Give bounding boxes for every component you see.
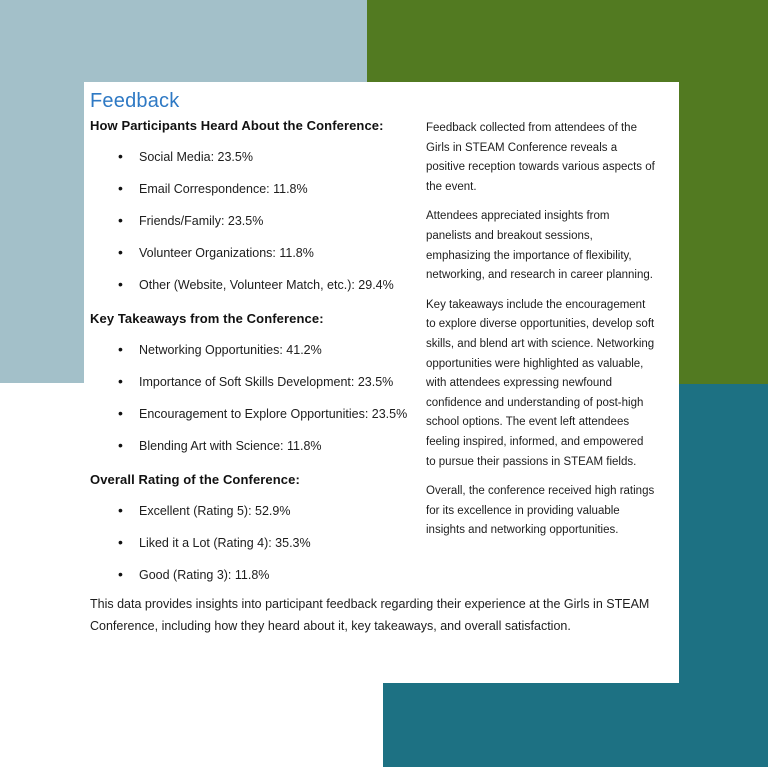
feedback-card: [84, 82, 679, 683]
summary-paragraph: Feedback collected from attendees of the Girls in STEAM Conference reveals a positive reception towards various aspects of the event.: [426, 122, 655, 193]
bullet-list-heard-about: [90, 151, 430, 292]
list-item: • Friends/Family: 23.5%: [139, 215, 430, 228]
section-heading-overall-rating: Overall Rating of the Conference:: [90, 472, 300, 487]
bullet-list-key-takeaways: [90, 344, 430, 453]
closing-paragraph: This data provides insights into participant feedback regarding their experience at the Girls in STEAM Conference, including how they heard about it, key takeaways, and overall satisfaction.: [90, 597, 650, 633]
list-item: • Encouragement to Explore Opportunities: 23.5%: [139, 408, 430, 421]
list-item: • Volunteer Organizations: 11.8%: [139, 247, 430, 260]
list-item: • Other (Website, Volunteer Match, etc.): 29.4%: [139, 279, 430, 292]
list-item: • Good (Rating 3): 11.8%: [139, 569, 430, 582]
bullet-list-overall-rating: [90, 505, 430, 582]
list-item: • Email Correspondence: 11.8%: [139, 183, 430, 196]
page-title: Feedback: [90, 90, 180, 112]
list-item: • Liked it a Lot (Rating 4): 35.3%: [139, 537, 430, 550]
left-column: [90, 118, 430, 601]
section-heading-key-takeaways: Key Takeaways from the Conference:: [90, 311, 324, 326]
list-item: • Importance of Soft Skills Development: 23.5%: [139, 376, 430, 389]
list-item: • Networking Opportunities: 41.2%: [139, 344, 430, 357]
section-heading-heard-about: How Participants Heard About the Conference:: [90, 118, 384, 133]
summary-paragraph: Key takeaways include the encouragement to explore diverse opportunities, develop soft skills, and blend art with science. Networking opportunities were highlighted as valuable, with attendees expressing newfound confidence and understanding of post-high school options. The event left attendees feeling inspired, informed, and empowered to pursue their passions in STEAM fields.: [426, 298, 655, 468]
list-item: • Blending Art with Science: 11.8%: [139, 440, 430, 453]
right-column: [426, 119, 656, 551]
summary-paragraph: Attendees appreciated insights from panelists and breakout sessions, emphasizing the importance of flexibility, networking, and research in career planning.: [426, 210, 653, 282]
list-item: • Social Media: 23.5%: [139, 151, 430, 164]
summary-paragraph: Overall, the conference received high ratings for its excellence in providing valuable insights and networking opportunities.: [426, 485, 655, 537]
list-item: • Excellent (Rating 5): 52.9%: [139, 505, 430, 518]
